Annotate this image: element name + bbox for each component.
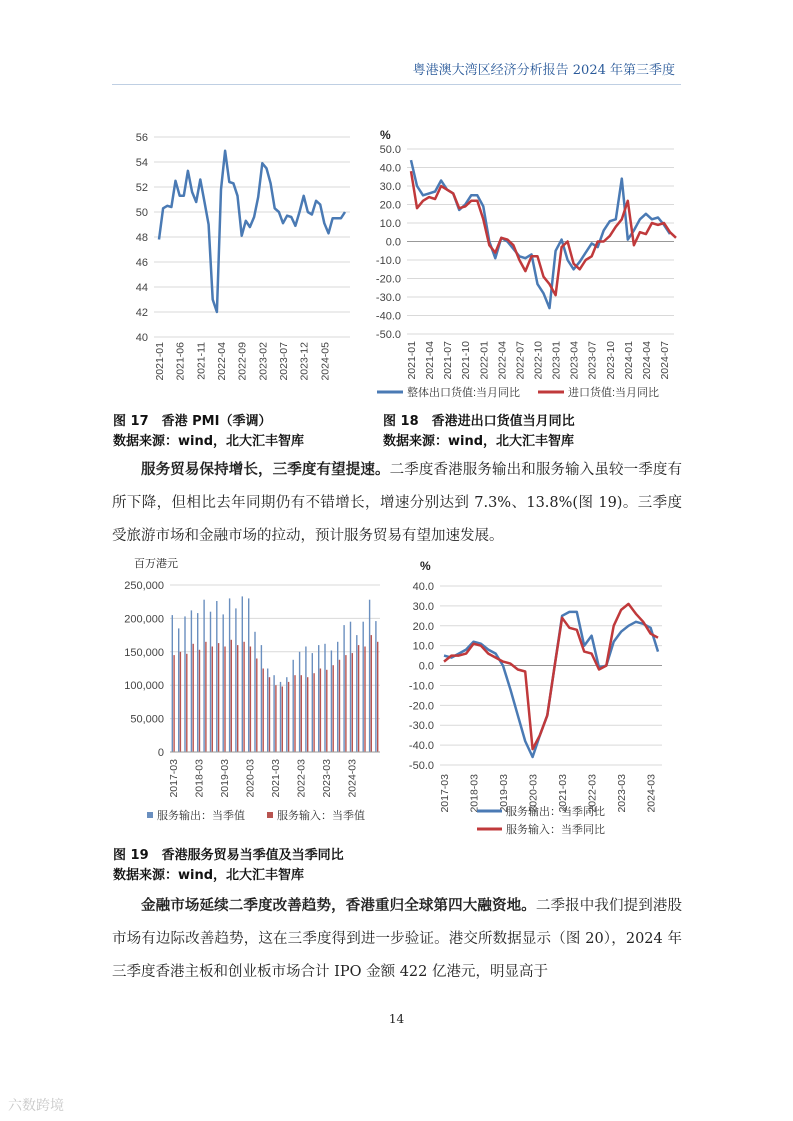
bar	[369, 600, 370, 752]
figure19-caption: 图 19 香港服务贸易当季值及当季同比	[113, 848, 344, 863]
bar	[210, 612, 211, 752]
y-tick-label: 250,000	[124, 580, 164, 592]
bar	[364, 647, 365, 753]
x-tick-label: 2020-03	[244, 759, 257, 798]
x-tick-label: 2024-03	[346, 759, 359, 798]
figure19-source: 数据来源：wind，北大汇丰智库	[113, 868, 305, 883]
bar	[237, 645, 238, 752]
x-tick-label: 2023-04	[568, 341, 581, 380]
bar	[363, 622, 364, 752]
bar	[223, 614, 224, 752]
bar	[184, 616, 185, 752]
chart-services-quarterly-yoy	[392, 552, 682, 840]
page-number: 14	[388, 1012, 405, 1026]
y-tick-label: 44	[135, 282, 148, 294]
bar	[343, 625, 344, 752]
y-tick-label: 56	[135, 132, 148, 144]
legend-label: 服务输出：当季同比	[506, 806, 605, 818]
y-tick-label: -40.0	[408, 740, 434, 753]
x-tick-label: 2021-10	[460, 341, 473, 380]
paragraph-body: 二季报中我们提到港股市场有边际改善趋势，这在三季度得到进一步验证。港交所数据显示（图 20），2024 年三季度香港主板和创业板市场合计 IPO 金额 422 亿港元，明显高于	[112, 898, 682, 980]
y-tick-label: -50.0	[375, 329, 401, 341]
y-tick-label: 30.0	[379, 181, 401, 193]
legend-swatch	[267, 812, 273, 818]
running-header: 粤港澳大湾区经济分析报告 2024 年第三季度	[412, 63, 675, 78]
paragraph-lead: 金融市场延续二季度改善趋势，香港重归全球第四大融资地。	[141, 898, 536, 914]
y-tick-label: 40	[135, 332, 148, 344]
bar	[235, 608, 236, 752]
x-tick-label: 2020-03	[527, 774, 540, 813]
x-tick-label: 2022-09	[236, 342, 249, 381]
x-tick-label: 2021-04	[424, 341, 437, 380]
bar	[205, 642, 206, 752]
bar	[199, 650, 200, 752]
y-tick-label: -30.0	[375, 292, 401, 304]
bar	[229, 598, 230, 752]
figure17-source: 数据来源：wind，北大汇丰智库	[113, 434, 305, 449]
paragraph-financial-market	[112, 890, 682, 989]
bar	[345, 655, 346, 752]
y-tick-label: 46	[135, 257, 148, 269]
x-tick-label: 2019-03	[219, 759, 232, 798]
chart-services-quarterly-value	[112, 552, 387, 834]
bar	[218, 643, 219, 752]
x-tick-label: 2021-01	[154, 342, 166, 381]
x-tick-label: 2018-03	[468, 774, 481, 813]
x-tick-label: 2024-07	[658, 341, 671, 380]
bar	[371, 635, 372, 752]
x-tick-label: 2023-07	[278, 342, 290, 381]
bar	[275, 685, 276, 752]
bar	[293, 660, 294, 752]
bar	[301, 675, 302, 752]
y-tick-label: -10.0	[408, 680, 434, 693]
x-tick-label: 2022-04	[496, 341, 509, 380]
y-tick-label: 50	[135, 207, 148, 219]
y-tick-label: 20.0	[379, 199, 401, 212]
bar	[352, 653, 353, 752]
x-tick-label: 2023-02	[257, 342, 270, 381]
y-tick-label: 40.0	[379, 162, 401, 175]
x-tick-label: 2021-03	[270, 759, 282, 798]
y-tick-label: 48	[135, 232, 148, 244]
bar	[256, 659, 257, 753]
x-tick-label: 2018-03	[193, 759, 206, 798]
legend-swatch	[147, 812, 153, 818]
series-line	[159, 151, 345, 312]
x-tick-label: 2017-03	[168, 759, 181, 798]
series-line	[411, 171, 676, 295]
bar	[331, 651, 332, 753]
unit-label: %	[420, 559, 431, 573]
bar	[282, 687, 283, 753]
y-tick-label: 52	[135, 182, 148, 194]
x-tick-label: 2021-11	[195, 342, 208, 380]
x-tick-label: 2024-05	[319, 342, 332, 381]
bar	[333, 665, 334, 752]
y-tick-label: 20.0	[412, 620, 434, 633]
x-tick-label: 2023-03	[616, 774, 629, 813]
y-tick-label: 50.0	[379, 144, 401, 156]
bar	[320, 669, 321, 753]
bar	[261, 645, 262, 752]
bar	[299, 652, 300, 752]
bar	[254, 632, 255, 752]
y-tick-label: 40.0	[412, 581, 434, 593]
legend-label: 服务输入：当季同比	[506, 824, 605, 836]
y-tick-label: 54	[135, 157, 148, 169]
bar	[375, 621, 376, 752]
x-tick-label: 2022-03	[586, 774, 599, 813]
x-tick-label: 2022-10	[532, 341, 545, 380]
bar	[216, 601, 217, 752]
legend-label: 服务输入：当季值	[277, 810, 365, 822]
x-tick-label: 2021-03	[557, 774, 570, 813]
bar	[186, 654, 187, 752]
y-tick-label: -40.0	[375, 310, 401, 323]
legend-label: 整体出口货值:当月同比	[407, 387, 521, 399]
y-tick-label: 100,000	[124, 680, 164, 693]
bar	[212, 647, 213, 753]
bar	[173, 655, 174, 752]
y-tick-label: -20.0	[375, 273, 401, 286]
y-tick-label: 10.0	[412, 640, 434, 653]
bar	[191, 610, 192, 752]
y-tick-label: 42	[135, 307, 148, 319]
paragraph-body: 二季度香港服务输出和服务输入虽较一季度有所下降，但相比去年同期仍有不错增长，增速分别达到 7.3%、13.8%(图 19)。三季度受旅游市场和金融市场的拉动，预计服务贸易有望加速发展。	[112, 462, 682, 544]
bar	[203, 600, 204, 752]
bar	[248, 598, 249, 752]
paragraph-lead: 服务贸易保持增长，三季度有望提速。	[141, 462, 390, 478]
x-tick-label: 2024-01	[622, 341, 635, 380]
x-tick-label: 2022-03	[295, 759, 308, 798]
x-tick-label: 2021-07	[442, 341, 455, 380]
chart-hk-trade-yoy	[362, 124, 687, 409]
unit-label: %	[380, 128, 391, 142]
bar	[267, 669, 268, 753]
y-tick-label: 50,000	[130, 713, 164, 726]
x-tick-label: 2023-12	[298, 342, 311, 381]
bar	[305, 647, 306, 753]
bar	[172, 615, 173, 752]
x-tick-label: 2023-10	[604, 341, 617, 380]
bar	[356, 635, 357, 752]
bar	[243, 642, 244, 752]
bar	[337, 642, 338, 752]
x-tick-label: 2022-01	[478, 341, 491, 380]
bar	[224, 647, 225, 753]
bar	[273, 675, 274, 752]
y-tick-label: 10.0	[379, 218, 401, 230]
bar	[180, 652, 181, 752]
x-tick-label: 2024-03	[645, 774, 658, 813]
bar	[318, 645, 319, 752]
y-tick-label: 0.0	[385, 236, 401, 249]
legend-label: 进口货值:当月同比	[568, 387, 660, 399]
bar	[269, 677, 270, 752]
x-tick-label: 2021-01	[406, 341, 418, 380]
x-tick-label: 2023-01	[550, 341, 563, 380]
y-tick-label: 200,000	[124, 613, 164, 626]
y-tick-label: -10.0	[375, 255, 401, 267]
bar	[193, 644, 194, 752]
bar	[339, 660, 340, 752]
header-rule	[112, 84, 681, 85]
x-tick-label: 2022-04	[216, 342, 228, 381]
x-tick-label: 2022-07	[514, 341, 527, 380]
y-tick-label: 0.0	[418, 660, 434, 673]
bar	[242, 596, 243, 752]
x-tick-label: 2019-03	[498, 774, 511, 813]
x-tick-label: 2023-03	[320, 759, 333, 798]
unit-label: 百万港元	[134, 558, 178, 570]
bar	[350, 622, 351, 752]
y-tick-label: 0	[157, 747, 164, 759]
bar	[313, 673, 314, 752]
figure18-caption: 图 18 香港进出口货值当月同比	[383, 414, 575, 429]
legend-label: 服务输出：当季值	[157, 810, 245, 822]
paragraph-service-trade	[112, 454, 682, 553]
y-tick-label: -30.0	[408, 720, 434, 733]
x-tick-label: 2021-06	[174, 342, 187, 381]
y-tick-label: -20.0	[408, 700, 434, 713]
bar	[280, 682, 281, 752]
bar	[358, 645, 359, 752]
bar	[250, 647, 251, 753]
bar	[263, 669, 264, 753]
y-tick-label: 30.0	[412, 600, 434, 613]
bar	[324, 644, 325, 752]
bar	[288, 682, 289, 752]
bar	[307, 677, 308, 752]
x-tick-label: 2023-07	[586, 341, 599, 380]
x-tick-label: 2024-04	[640, 341, 653, 380]
bar	[377, 642, 378, 752]
x-tick-label: 2017-03	[439, 774, 451, 813]
bar	[286, 677, 287, 752]
bar	[326, 670, 327, 752]
bar	[178, 628, 179, 752]
figure18-source: 数据来源：wind，北大汇丰智库	[383, 434, 575, 449]
figure17-caption: 图 17 香港 PMI（季调）	[113, 414, 272, 429]
y-tick-label: -50.0	[408, 760, 434, 772]
y-tick-label: 150,000	[124, 646, 164, 659]
bar	[312, 653, 313, 752]
bar	[294, 675, 295, 752]
bar	[231, 640, 232, 752]
chart-hk-pmi	[112, 124, 362, 409]
bar	[197, 613, 198, 752]
watermark: 六数跨境	[8, 1098, 64, 1114]
